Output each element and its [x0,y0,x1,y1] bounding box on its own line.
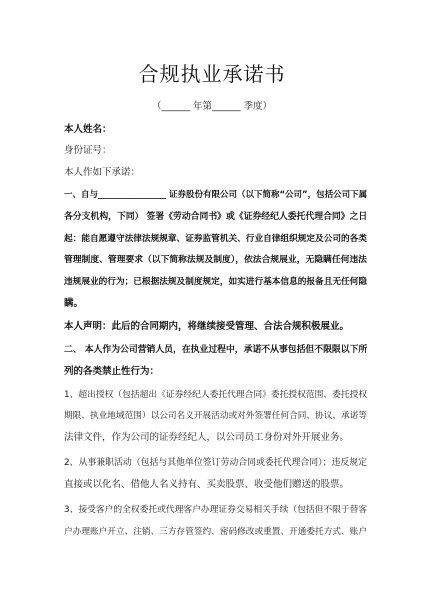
section-one-line: 各分支机构，下同） 签署《劳动合同书》或《证券经纪人委托代理合同》之日 [64,212,368,222]
item-2-line: 直接或以化名、借他人名义持有、买卖股票、收受他们赠送的股票。 [64,479,350,490]
item-3-line: 户办理账户开立、注销、三方存管签约、密码修改或重置、开通委托方式、账户 [64,527,367,537]
id-number-label: 身份证号： [64,145,112,156]
document-title: 合规执业承诺书 [138,62,286,86]
section-two-line: 列的各类禁止性行为： [64,366,160,377]
section-one-line: 瞒。 [64,298,84,309]
section-one-line: 管理制度、管理要求（以下简称法规及制度），依法合规展业，无隐瞒任何违法 [64,255,367,265]
declaration-line: 本人声明：此后的合同期内，将继续接受管理、合法合规积极展业。 [64,321,350,332]
item-1-line: 1、超出授权（包括超出《证券经纪人委托代理合同》委托授权范围、委托授权 [64,390,368,400]
item-3-line: 3、接受客户的全权委托或代理客户办理证券交易相关手续（包括但不限于替客 [64,505,368,515]
pledge-intro: 本人作如下承诺： [64,167,141,178]
section-one-line: 违规展业的行为；已根据法规及制度规定，如实进行基本信息的报备且无任何隐 [64,277,367,287]
period-line: （______ 年第______ 季度） [151,101,273,112]
section-one-line: 起：能自愿遵守法律法规规章、证券监管机关、行业自律组织规定及公司的各类 [64,234,367,244]
section-one-line: 一、自与________________ 证券股份有限公司（以下简称“公司”，包括公司下属 [64,190,368,200]
name-label: 本人姓名： [64,124,112,135]
section-two-line: 二、 本人作为公司营销人员，在执业过程中，承诺不从事包括但不限限以下所 [64,345,368,355]
item-1-line: 法律文件，作为公司的证券经纪人，以公司员工身份对外开展业务。 [64,432,350,443]
item-2-line: 2、从事兼职活动（包括与其他单位签订劳动合同或委托代理合同）；违反规定 [64,458,367,468]
item-1-line: 期限、执业地域范围）以公司名义开展活动或对外签署任何合同、协议、承诺等 [64,411,367,421]
